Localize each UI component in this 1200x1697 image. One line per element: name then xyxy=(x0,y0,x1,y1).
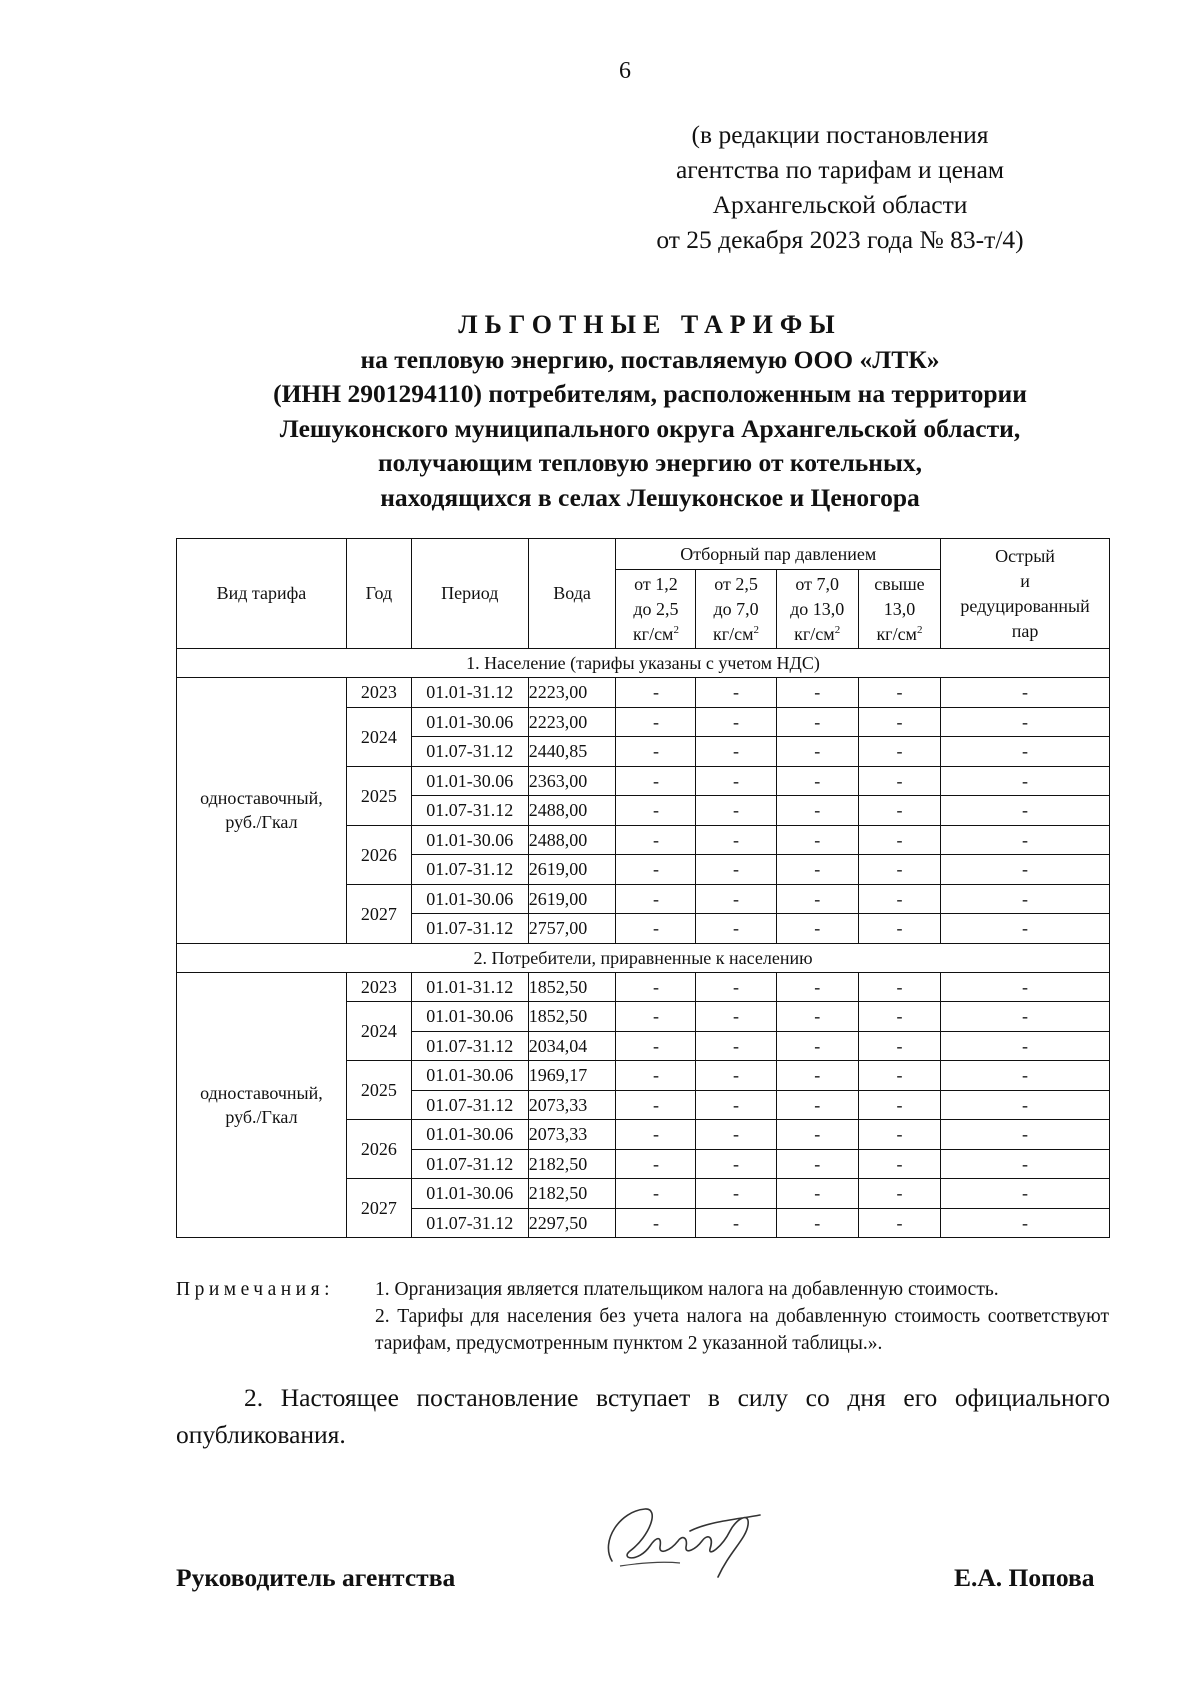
section-title: 1. Население (тарифы указаны с учетом НДС) xyxy=(177,649,1110,678)
period-cell: 01.07-31.12 xyxy=(411,796,528,826)
water-cell: 2619,00 xyxy=(528,884,616,914)
steam-1-cell: - xyxy=(616,1061,696,1091)
year-cell: 2026 xyxy=(346,825,411,884)
steam-3-cell: - xyxy=(776,1061,858,1091)
sharp-steam-cell: - xyxy=(941,825,1110,855)
steam-4-cell: - xyxy=(858,1002,940,1032)
steam-4-cell: - xyxy=(858,884,940,914)
year-cell: 2027 xyxy=(346,1179,411,1238)
notes-body xyxy=(375,1276,1109,1357)
steam-col-unit xyxy=(861,622,938,647)
tariff-table xyxy=(176,538,1110,1238)
steam-3-cell: - xyxy=(776,1149,858,1179)
note-item: 2. Тарифы для населения без учета налога на добавленную стоимость соответствуют тарифам, предусмотренным пунктом 2 указанной таблицы.». xyxy=(375,1306,1109,1354)
note-item: 1. Организация является плательщиком налога на добавленную стоимость. xyxy=(375,1279,999,1300)
steam-1-cell: - xyxy=(616,855,696,885)
sharp-steam-cell: - xyxy=(941,855,1110,885)
steam-1-cell: - xyxy=(616,914,696,944)
steam-4-cell: - xyxy=(858,1061,940,1091)
water-cell: 2363,00 xyxy=(528,766,616,796)
period-cell: 01.01-30.06 xyxy=(411,707,528,737)
sharp-steam-cell: - xyxy=(941,1120,1110,1150)
sharp-steam-cell: - xyxy=(941,1061,1110,1091)
steam-2-cell: - xyxy=(696,737,776,767)
tariff-type-cell xyxy=(177,972,347,1238)
steam-2-cell: - xyxy=(696,914,776,944)
steam-4-cell: - xyxy=(858,1120,940,1150)
year-cell: 2025 xyxy=(346,766,411,825)
steam-1-cell: - xyxy=(616,972,696,1002)
steam-4-cell: - xyxy=(858,766,940,796)
water-cell: 2488,00 xyxy=(528,796,616,826)
sharp-steam-cell: - xyxy=(941,1149,1110,1179)
year-cell: 2025 xyxy=(346,1061,411,1120)
steam-3-cell: - xyxy=(776,1120,858,1150)
effective-clause: 2. Настоящее постановление вступает в силу со дня его официального опубликования. xyxy=(176,1383,1110,1449)
header-tariff-type: Вид тарифа xyxy=(177,539,347,649)
page-number: 6 xyxy=(619,58,631,84)
period-cell: 01.07-31.12 xyxy=(411,1090,528,1120)
steam-3-cell: - xyxy=(776,914,858,944)
period-cell: 01.01-31.12 xyxy=(411,972,528,1002)
steam-col-line: до 13,0 xyxy=(790,598,845,619)
header-sharp-steam-line: пар xyxy=(1011,620,1039,641)
steam-4-cell: - xyxy=(858,796,940,826)
steam-4-cell: - xyxy=(858,1179,940,1209)
signatory-name: Е.А. Попова xyxy=(954,1563,1095,1592)
steam-4-cell: - xyxy=(858,972,940,1002)
title-line: находящихся в селах Лешуконское и Ценогора xyxy=(380,482,920,512)
steam-2-cell: - xyxy=(696,972,776,1002)
steam-1-cell: - xyxy=(616,1090,696,1120)
title-line: на тепловую энергию, поставляемую ООО «ЛТК» xyxy=(360,344,940,374)
steam-2-cell: - xyxy=(696,1179,776,1209)
water-cell: 2182,50 xyxy=(528,1149,616,1179)
redaction-line: Архангельской области xyxy=(712,190,968,219)
sharp-steam-cell: - xyxy=(941,678,1110,708)
sharp-steam-cell: - xyxy=(941,796,1110,826)
section-row xyxy=(177,943,1110,972)
period-cell: 01.07-31.12 xyxy=(411,1031,528,1061)
water-cell: 2488,00 xyxy=(528,825,616,855)
water-cell: 1969,17 xyxy=(528,1061,616,1091)
steam-col-unit xyxy=(779,622,856,647)
steam-1-cell: - xyxy=(616,1031,696,1061)
table-row xyxy=(177,972,1110,1002)
section-title: 2. Потребители, приравненные к населению xyxy=(177,943,1110,972)
year-cell: 2023 xyxy=(346,972,411,1002)
header-steam-col-2 xyxy=(696,570,776,649)
period-cell: 01.07-31.12 xyxy=(411,855,528,885)
steam-1-cell: - xyxy=(616,707,696,737)
steam-col-line: от 2,5 xyxy=(714,573,758,594)
steam-3-cell: - xyxy=(776,678,858,708)
water-cell: 2034,04 xyxy=(528,1031,616,1061)
water-cell: 2073,33 xyxy=(528,1090,616,1120)
redaction-line: (в редакции постановления xyxy=(691,120,989,149)
steam-col-unit xyxy=(618,622,693,647)
water-cell: 2223,00 xyxy=(528,678,616,708)
period-cell: 01.01-30.06 xyxy=(411,766,528,796)
header-sharp-steam-line: редуцированный xyxy=(960,595,1090,616)
tariff-type-line: руб./Гкал xyxy=(225,812,298,833)
header-steam-col-3 xyxy=(776,570,858,649)
year-cell: 2023 xyxy=(346,678,411,708)
unit-sup: 2 xyxy=(916,623,923,636)
steam-col-line: до 2,5 xyxy=(633,598,679,619)
period-cell: 01.01-30.06 xyxy=(411,1179,528,1209)
steam-4-cell: - xyxy=(858,737,940,767)
steam-4-cell: - xyxy=(858,855,940,885)
title-line: Лешуконского муниципального округа Архангельской области, xyxy=(279,413,1021,443)
year-cell: 2024 xyxy=(346,1002,411,1061)
period-cell: 01.07-31.12 xyxy=(411,914,528,944)
steam-4-cell: - xyxy=(858,914,940,944)
period-cell: 01.07-31.12 xyxy=(411,1149,528,1179)
steam-2-cell: - xyxy=(696,678,776,708)
table-row xyxy=(177,678,1110,708)
redaction-note xyxy=(620,117,1060,257)
steam-4-cell: - xyxy=(858,825,940,855)
steam-2-cell: - xyxy=(696,1090,776,1120)
steam-1-cell: - xyxy=(616,1149,696,1179)
tariff-type-line: руб./Гкал xyxy=(225,1106,298,1127)
water-cell: 1852,50 xyxy=(528,972,616,1002)
steam-2-cell: - xyxy=(696,1031,776,1061)
sharp-steam-cell: - xyxy=(941,1179,1110,1209)
header-steam-group: Отборный пар давлением xyxy=(616,539,941,570)
period-cell: 01.01-30.06 xyxy=(411,1061,528,1091)
period-cell: 01.01-30.06 xyxy=(411,825,528,855)
steam-3-cell: - xyxy=(776,796,858,826)
water-cell: 2757,00 xyxy=(528,914,616,944)
tariff-type-line: одноставочный, xyxy=(200,788,323,809)
water-cell: 2297,50 xyxy=(528,1208,616,1238)
steam-4-cell: - xyxy=(858,1031,940,1061)
steam-2-cell: - xyxy=(696,1149,776,1179)
steam-1-cell: - xyxy=(616,1002,696,1032)
water-cell: 2440,85 xyxy=(528,737,616,767)
signatory-position: Руководитель агентства xyxy=(176,1563,456,1592)
header-steam-col-1 xyxy=(616,570,696,649)
steam-1-cell: - xyxy=(616,766,696,796)
steam-4-cell: - xyxy=(858,1208,940,1238)
steam-4-cell: - xyxy=(858,678,940,708)
sharp-steam-cell: - xyxy=(941,766,1110,796)
period-cell: 01.01-31.12 xyxy=(411,678,528,708)
steam-3-cell: - xyxy=(776,855,858,885)
steam-3-cell: - xyxy=(776,1090,858,1120)
unit-sup: 2 xyxy=(834,623,841,636)
redaction-line: от 25 декабря 2023 года № 83-т/4) xyxy=(656,225,1024,254)
steam-4-cell: - xyxy=(858,707,940,737)
steam-2-cell: - xyxy=(696,766,776,796)
water-cell: 2619,00 xyxy=(528,855,616,885)
water-cell: 2073,33 xyxy=(528,1120,616,1150)
header-year: Год xyxy=(346,539,411,649)
water-cell: 2182,50 xyxy=(528,1179,616,1209)
year-cell: 2026 xyxy=(346,1120,411,1179)
period-cell: 01.07-31.12 xyxy=(411,737,528,767)
steam-col-line: до 7,0 xyxy=(713,598,759,619)
steam-2-cell: - xyxy=(696,1061,776,1091)
steam-2-cell: - xyxy=(696,707,776,737)
steam-3-cell: - xyxy=(776,1179,858,1209)
title-line: (ИНН 2901294110) потребителям, расположенным на территории xyxy=(273,379,1027,408)
steam-1-cell: - xyxy=(616,737,696,767)
title-line: получающим тепловую энергию от котельных, xyxy=(377,448,922,477)
unit-text: кг/см xyxy=(632,623,674,644)
document-title xyxy=(170,308,1130,515)
steam-1-cell: - xyxy=(616,796,696,826)
header-sharp-steam xyxy=(941,539,1110,649)
sharp-steam-cell: - xyxy=(941,972,1110,1002)
sharp-steam-cell: - xyxy=(941,914,1110,944)
notes-label: Примечания: xyxy=(176,1279,334,1300)
steam-2-cell: - xyxy=(696,884,776,914)
sharp-steam-cell: - xyxy=(941,884,1110,914)
year-cell: 2027 xyxy=(346,884,411,943)
steam-3-cell: - xyxy=(776,1002,858,1032)
year-cell: 2024 xyxy=(346,707,411,766)
sharp-steam-cell: - xyxy=(941,1208,1110,1238)
header-sharp-steam-line: Острый xyxy=(995,545,1055,566)
steam-col-line: свыше xyxy=(874,573,925,594)
steam-1-cell: - xyxy=(616,884,696,914)
steam-3-cell: - xyxy=(776,972,858,1002)
steam-4-cell: - xyxy=(858,1090,940,1120)
period-cell: 01.07-31.12 xyxy=(411,1208,528,1238)
steam-4-cell: - xyxy=(858,1149,940,1179)
sharp-steam-cell: - xyxy=(941,737,1110,767)
steam-1-cell: - xyxy=(616,678,696,708)
unit-sup: 2 xyxy=(673,623,679,636)
unit-text: кг/см xyxy=(713,623,754,644)
header-steam-col-4 xyxy=(858,570,940,649)
unit-text: кг/см xyxy=(876,623,917,644)
period-cell: 01.01-30.06 xyxy=(411,1120,528,1150)
header-period: Период xyxy=(411,539,528,649)
sharp-steam-cell: - xyxy=(941,1002,1110,1032)
steam-3-cell: - xyxy=(776,1031,858,1061)
steam-1-cell: - xyxy=(616,825,696,855)
steam-2-cell: - xyxy=(696,825,776,855)
steam-3-cell: - xyxy=(776,884,858,914)
period-cell: 01.01-30.06 xyxy=(411,1002,528,1032)
steam-1-cell: - xyxy=(616,1179,696,1209)
steam-1-cell: - xyxy=(616,1120,696,1150)
steam-3-cell: - xyxy=(776,825,858,855)
period-cell: 01.01-30.06 xyxy=(411,884,528,914)
steam-col-line: от 1,2 xyxy=(634,573,678,594)
handwritten-signature xyxy=(590,1491,770,1586)
header-sharp-steam-line: и xyxy=(1020,570,1030,591)
steam-col-line: 13,0 xyxy=(883,598,916,619)
redaction-line: агентства по тарифам и ценам xyxy=(675,155,1005,184)
unit-text: кг/см xyxy=(794,623,835,644)
unit-sup: 2 xyxy=(753,623,760,636)
section-row xyxy=(177,649,1110,678)
header-water: Вода xyxy=(528,539,616,649)
steam-1-cell: - xyxy=(616,1208,696,1238)
steam-2-cell: - xyxy=(696,1002,776,1032)
steam-3-cell: - xyxy=(776,766,858,796)
tariff-type-cell xyxy=(177,678,347,944)
tariff-type-line: одноставочный, xyxy=(200,1082,323,1103)
steam-2-cell: - xyxy=(696,796,776,826)
steam-2-cell: - xyxy=(696,1208,776,1238)
sharp-steam-cell: - xyxy=(941,1031,1110,1061)
steam-3-cell: - xyxy=(776,707,858,737)
sharp-steam-cell: - xyxy=(941,707,1110,737)
sharp-steam-cell: - xyxy=(941,1090,1110,1120)
steam-col-unit xyxy=(698,622,773,647)
steam-3-cell: - xyxy=(776,1208,858,1238)
tariff-table-body xyxy=(177,649,1110,1238)
title-main: ЛЬГОТНЫЕ ТАРИФЫ xyxy=(458,310,842,339)
water-cell: 1852,50 xyxy=(528,1002,616,1032)
steam-3-cell: - xyxy=(776,737,858,767)
water-cell: 2223,00 xyxy=(528,707,616,737)
steam-2-cell: - xyxy=(696,1120,776,1150)
steam-col-line: от 7,0 xyxy=(795,573,839,594)
steam-2-cell: - xyxy=(696,855,776,885)
